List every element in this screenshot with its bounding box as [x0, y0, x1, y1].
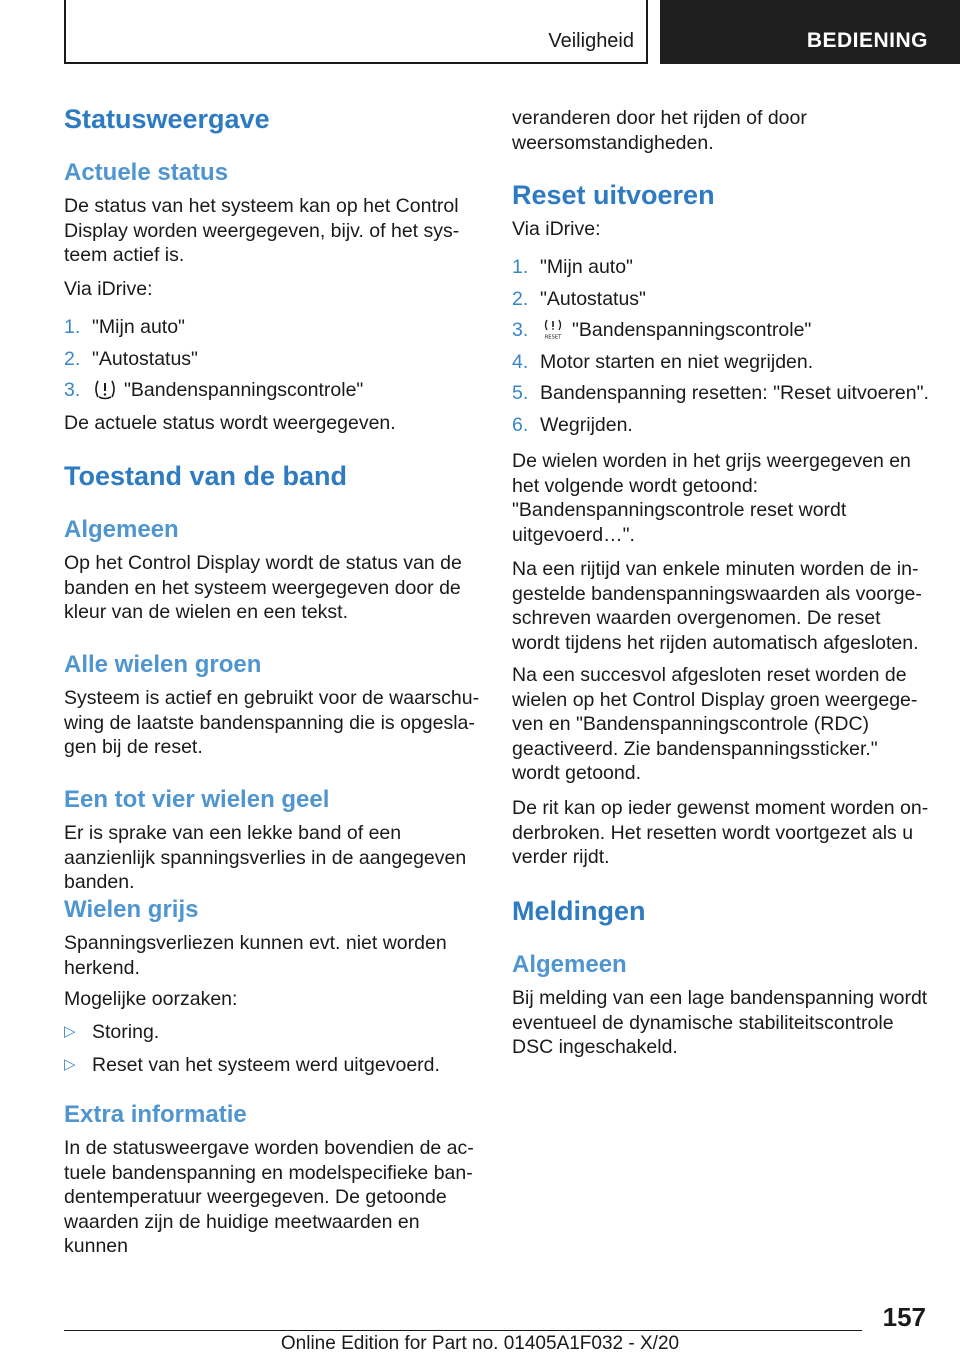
reset-paragraph-2: Na een rijtijd van enkele minuten worden de ingestelde bandenspanningswaarden als voorgeschreven waarden overgenomen. De reset wordt tijdens het rijden automatisch afgesloten.: [512, 558, 922, 654]
step-text: "Bandenspanningscontrole": [124, 379, 364, 401]
step-text: Bandenspanning resetten: "Reset uitvoeren".: [540, 382, 929, 404]
step-text: "Mijn auto": [540, 256, 633, 278]
reset-paragraph-3: Na een succesvol afgesloten reset worden de wielen op het Control Display groen weergegeven en "Bandenspanningscontrole (RDC) geactiveerd. Zie bandenspanningssticker." wordt getoond.: [512, 664, 918, 784]
actuele-result-text: De actuele status wordt weergegeven.: [64, 412, 396, 434]
oorzaken-label: Mogelijke oorzaken:: [64, 988, 238, 1010]
algemeen-text: Op het Control Display wordt de status van de banden en het systeem weergegeven door de kleur van de wielen en een tekst.: [64, 552, 462, 623]
groen-text: Systeem is actief en gebruikt voor de waarschuwing de laatste bandenspanning die is opgeslagen bij de reset.: [64, 687, 480, 758]
step-text: Wegrijden.: [540, 413, 633, 436]
list-item: [64, 315, 482, 340]
via-idrive-label-2: Via iDrive:: [512, 218, 601, 240]
actuele-status-text: De status van het systeem kan op het Control Display worden weergegeven, bijv. of het systeem actief is.: [64, 195, 460, 266]
step-text: "Mijn auto": [92, 316, 185, 338]
list-item: [64, 378, 482, 403]
step-number: 2.: [512, 287, 529, 310]
list-item: [64, 1020, 482, 1045]
groen-heading: Alle wielen groen: [64, 651, 262, 678]
list-item: [64, 347, 482, 372]
tire-pressure-warning-icon: [92, 378, 118, 400]
reset-icon-label: RESET: [544, 334, 562, 340]
geel-heading: Een tot vier wielen geel: [64, 786, 330, 813]
reset-steps-list: [512, 255, 930, 437]
via-idrive-label: Via iDrive:: [64, 278, 153, 300]
step-number: 3.: [64, 379, 81, 401]
continued-text: veranderen door het rijden of door weersomstandigheden.: [512, 107, 807, 154]
list-item: [512, 255, 930, 280]
algemeen-heading: Algemeen: [64, 516, 179, 543]
triangle-bullet-icon: ▷: [64, 1055, 76, 1073]
step-number: 1.: [64, 316, 81, 338]
step-text: "Autostatus": [540, 287, 646, 310]
oorzaken-list: [64, 1020, 482, 1077]
grijs-heading: Wielen grijs: [64, 896, 199, 923]
bullet-text: Storing.: [92, 1021, 160, 1043]
reset-paragraph-1: De wielen worden in het grijs weergegeven en het volgende wordt getoond: "Bandenspanningscontrole reset wordt uitgevoerd…".: [512, 450, 911, 546]
page-number: 157: [882, 1302, 926, 1332]
chapter-title: BEDIENING: [806, 29, 928, 52]
toestand-heading: Toestand van de band: [64, 461, 348, 491]
step-number: 6.: [512, 413, 529, 436]
step-number: 3.: [512, 319, 529, 341]
list-item: [512, 413, 930, 438]
chapter-tab: [660, 0, 960, 64]
footer-divider: [64, 1330, 862, 1331]
meldingen-heading: Meldingen: [512, 896, 646, 926]
list-item: [64, 1053, 482, 1078]
list-item: [512, 381, 930, 406]
step-text: "Autostatus": [92, 347, 198, 370]
list-item: [512, 318, 930, 343]
step-number: 4.: [512, 350, 529, 373]
extra-informatie-heading: Extra informatie: [64, 1101, 247, 1128]
status-steps-list: [64, 315, 482, 403]
geel-text: Er is sprake van een lekke band of een aanzienlijk spanningsverlies in de aangegeven banden.: [64, 822, 467, 893]
step-number: 1.: [512, 256, 529, 278]
extra-informatie-text: In de statusweergave worden bovendien de actuele bandenspanning en modelspecifieke bandentemperatuur weergegeven. De getoonde waarden zijn de huidige meetwaarden en kunnen: [64, 1137, 474, 1257]
triangle-bullet-icon: ▷: [64, 1023, 76, 1040]
reset-uitvoeren-heading: Reset uitvoeren: [512, 180, 715, 210]
header-box: [64, 0, 648, 64]
algemeen-text-2: Bij melding van een lage bandenspanning wordt eventueel de dynamische stabiliteitscontrole DSC ingeschakeld.: [512, 987, 928, 1058]
step-text: Motor starten en niet wegrijden.: [540, 350, 814, 373]
statusweergave-heading: Statusweergave: [64, 104, 270, 134]
step-text: "Bandenspanningscontrole": [572, 319, 812, 341]
list-item: [512, 287, 930, 312]
section-title: Veiligheid: [548, 30, 634, 52]
reset-paragraph-4: De rit kan op ieder gewenst moment worden onderbroken. Het resetten wordt voortgezet als u verder rijdt.: [512, 797, 929, 868]
step-number: 5.: [512, 382, 529, 404]
grijs-text: Spanningsverliezen kunnen evt. niet worden herkend.: [64, 932, 447, 979]
bullet-text: Reset van het systeem werd uitgevoerd.: [92, 1053, 440, 1076]
tire-pressure-reset-icon: [540, 318, 566, 340]
algemeen-heading-2: Algemeen: [512, 951, 627, 978]
actuele-status-heading: Actuele status: [64, 159, 229, 186]
list-item: [512, 350, 930, 375]
step-number: 2.: [64, 347, 81, 370]
edition-footer: Online Edition for Part no. 01405A1F032 - X/20: [280, 1333, 680, 1354]
